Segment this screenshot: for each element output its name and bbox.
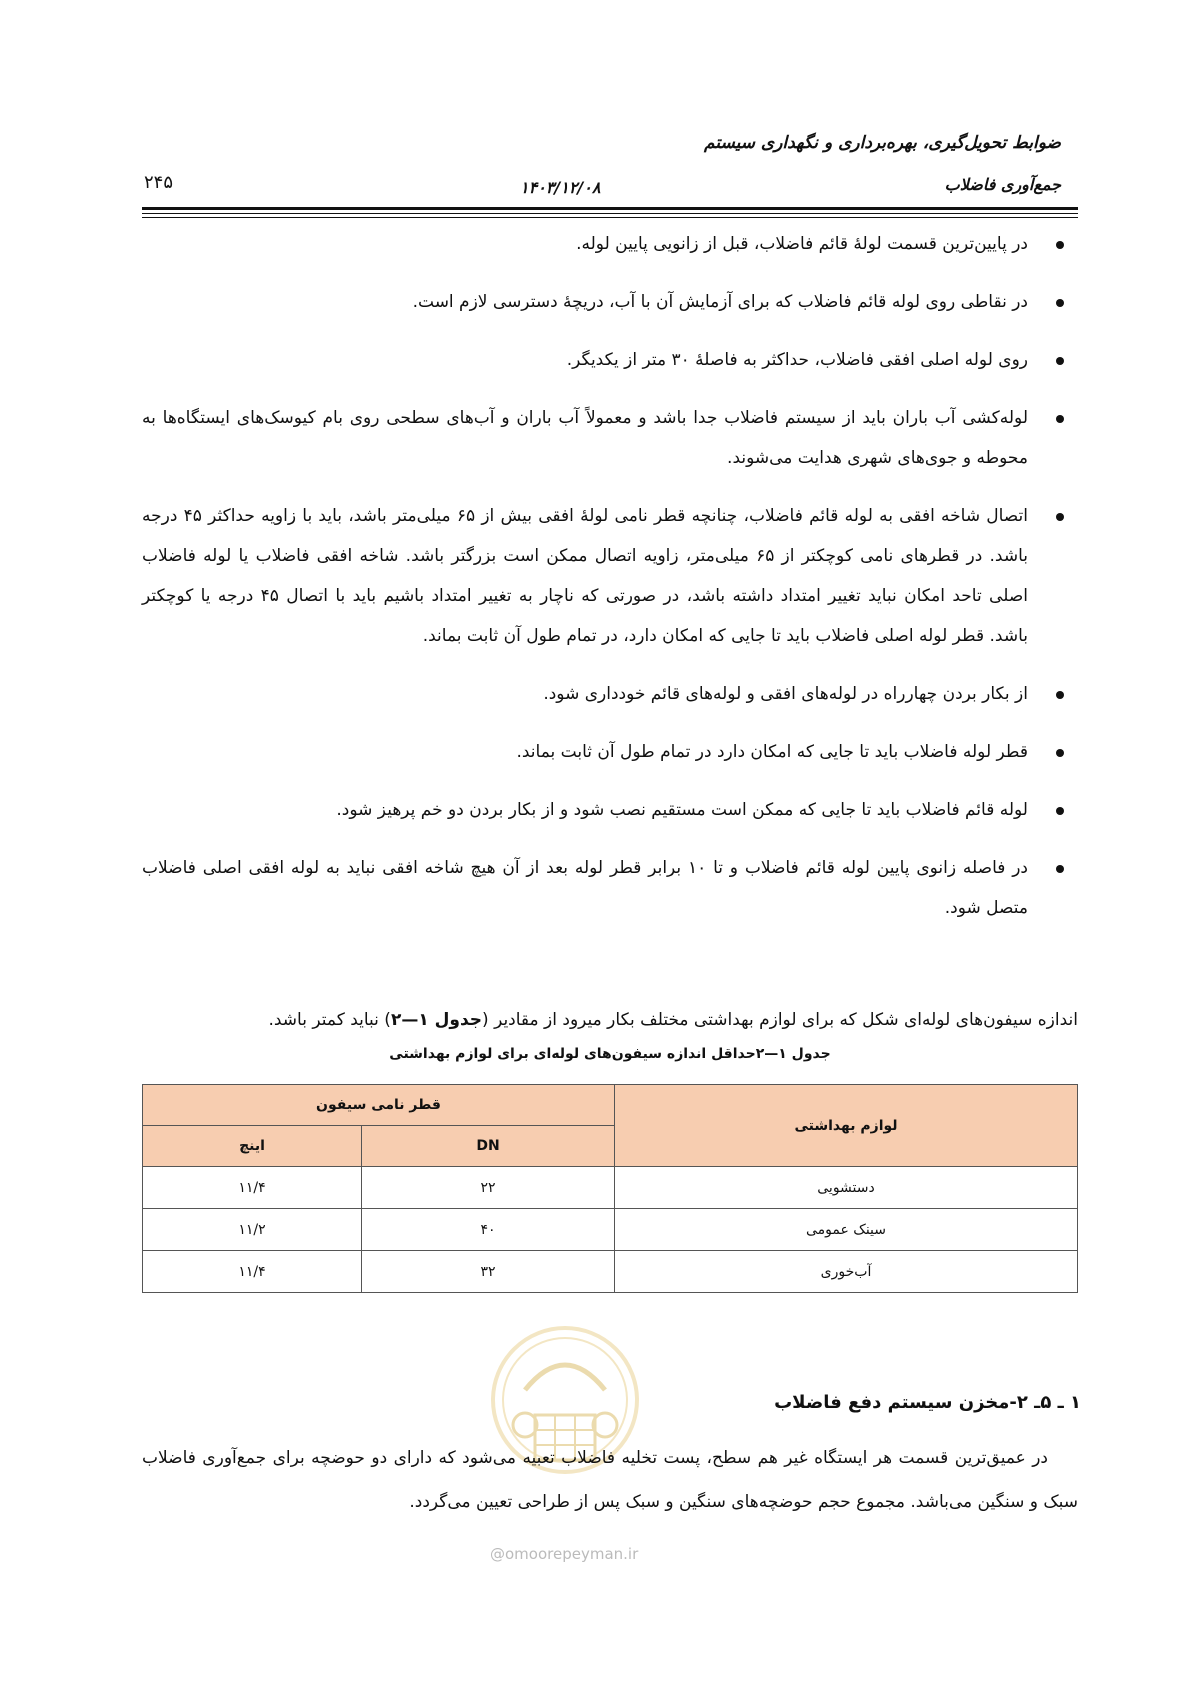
- cell-inch: ۱۱/۴: [143, 1251, 362, 1293]
- cell-fixture: سینک عمومی: [615, 1209, 1078, 1251]
- cell-inch: ۱۱/۲: [143, 1209, 362, 1251]
- list-item: [142, 224, 1078, 264]
- column-header-group: قطر نامی سیفون: [143, 1085, 615, 1126]
- column-header-inch: اینچ: [143, 1126, 362, 1167]
- cell-fixture: دستشویی: [615, 1167, 1078, 1209]
- header-rule-thick: [142, 207, 1078, 210]
- list-item: [142, 340, 1078, 380]
- list-item-text: لوله قائم فاضلاب باید تا جایی که ممکن است مستقیم نصب شود و از بکار بردن دو خم پرهیز شود.: [336, 800, 1028, 820]
- list-item-text: از بکار بردن چهارراه در لوله‌های افقی و لوله‌های قائم خودداری شود.: [543, 684, 1028, 704]
- cell-dn: ۳۲: [362, 1251, 615, 1293]
- list-item-text: روی لوله اصلی افقی فاضلاب، حداکثر به فاصلهٔ ۳۰ متر از یکدیگر.: [566, 350, 1028, 370]
- table-reference: جدول ۱—۲: [390, 1010, 483, 1030]
- header-date: ۱۴۰۳/۱۲/۰۸: [520, 178, 601, 197]
- bullet-icon: [1056, 807, 1064, 815]
- bullet-icon: [1056, 415, 1064, 423]
- header-title-line2: جمع‌آوری فاضلاب: [944, 175, 1061, 194]
- bullet-list: [142, 224, 1078, 946]
- header-rule-thin: [142, 217, 1078, 218]
- list-item-text: قطر لوله فاضلاب باید تا جایی که امکان دارد در تمام طول آن ثابت بماند.: [516, 742, 1028, 762]
- header-rule-thin: [142, 213, 1078, 214]
- page-number: ۲۴۵: [144, 172, 174, 193]
- table-intro-paragraph: اندازه سیفون‌های لوله‌ای شکل که برای لوازم بهداشتی مختلف بکار میرود از مقادیر (جدول ۱—۲) نباید کمتر باشد.: [268, 1010, 1078, 1030]
- section-paragraph: در عمیق‌ترین قسمت هر ایستگاه غیر هم سطح، پست تخلیه فاضلاب تعبیه می‌شود که دارای دو حوضچه برای جمع‌آوری فاضلاب سبک و سنگین می‌باشد. مجموع حجم حوضچه‌های سنگین و سبک پس از طراحی تعیین می‌گردد.: [142, 1448, 1078, 1512]
- list-item: [142, 282, 1078, 322]
- table-row: [143, 1209, 1078, 1251]
- section-heading: ۱ ـ ۵ـ ۲-مخزن سیستم دفع فاضلاب: [774, 1392, 1081, 1413]
- column-header-dn: DN: [362, 1126, 615, 1167]
- bullet-icon: [1056, 513, 1064, 521]
- bullet-icon: [1056, 299, 1064, 307]
- bullet-icon: [1056, 749, 1064, 757]
- bullet-icon: [1056, 357, 1064, 365]
- column-header-fixture: لوازم بهداشتی: [615, 1085, 1078, 1167]
- list-item-text: لوله‌کشی آب باران باید از سیستم فاضلاب جدا باشد و معمولاً آب باران و آب‌های سطحی روی بام کیوسک‌های ایستگاه‌ها به محوطه و جوی‌های شهری هدایت می‌شوند.: [142, 408, 1028, 468]
- list-item: [142, 674, 1078, 714]
- cell-inch: ۱۱/۴: [143, 1167, 362, 1209]
- intro-text-after: ) نباید کمتر باشد.: [268, 1010, 391, 1030]
- table-caption: جدول ۱—۲حداقل اندازه سیفون‌های لوله‌ای برای لوازم بهداشتی: [389, 1046, 831, 1062]
- intro-text-before: اندازه سیفون‌های لوله‌ای شکل که برای لوازم بهداشتی مختلف بکار میرود از مقادیر: [488, 1010, 1078, 1030]
- bullet-icon: [1056, 241, 1064, 249]
- siphon-size-table: [142, 1084, 1078, 1293]
- list-item-text: در نقاطی روی لوله قائم فاضلاب که برای آزمایش آن با آب، دریچهٔ دسترسی لازم است.: [412, 292, 1028, 312]
- cell-dn: ۴۰: [362, 1209, 615, 1251]
- list-item: [142, 496, 1078, 656]
- list-item: [142, 732, 1078, 772]
- cell-dn: ۲۲: [362, 1167, 615, 1209]
- watermark-url: @omoorepeyman.ir: [490, 1545, 639, 1563]
- list-item: [142, 790, 1078, 830]
- bullet-icon: [1056, 865, 1064, 873]
- cell-fixture: آب‌خوری: [615, 1251, 1078, 1293]
- header-title-line1: ضوابط تحویل‌گیری، بهره‌برداری و نگهداری سیستم: [704, 133, 1061, 153]
- list-item-text: در پایین‌ترین قسمت لولهٔ قائم فاضلاب، قبل از زانویی پایین لوله.: [576, 234, 1028, 254]
- list-item-text: در فاصله زانوی پایین لوله قائم فاضلاب و تا ۱۰ برابر قطر لوله بعد از آن هیچ شاخه افقی نباید به لوله افقی اصلی فاضلاب متصل شود.: [142, 858, 1028, 918]
- table-row: [143, 1251, 1078, 1293]
- list-item: [142, 848, 1078, 928]
- list-item-text: اتصال شاخه افقی به لوله قائم فاضلاب، چنانچه قطر نامی لولهٔ افقی بیش از ۶۵ میلی‌متر باشد، باید با زاویه حداکثر ۴۵ درجه باشد. در قطرهای نامی کوچکتر از ۶۵ میلی‌متر، زاویه اتصال ممکن است بزرگتر باشد. شاخه افقی فاضلاب یا لوله فاضلاب اصلی تاحد امکان نباید تغییر امتداد داشته باشد، در صورتی که ناچار به تغییر امتداد باشیم باید با اتصال ۴۵ درجه یا کوچکتر باشد. قطر لوله اصلی فاضلاب باید تا جایی که امکان دارد، در تمام طول آن ثابت بماند.: [142, 506, 1029, 646]
- bullet-icon: [1056, 691, 1064, 699]
- table-row: [143, 1167, 1078, 1209]
- list-item: [142, 398, 1078, 478]
